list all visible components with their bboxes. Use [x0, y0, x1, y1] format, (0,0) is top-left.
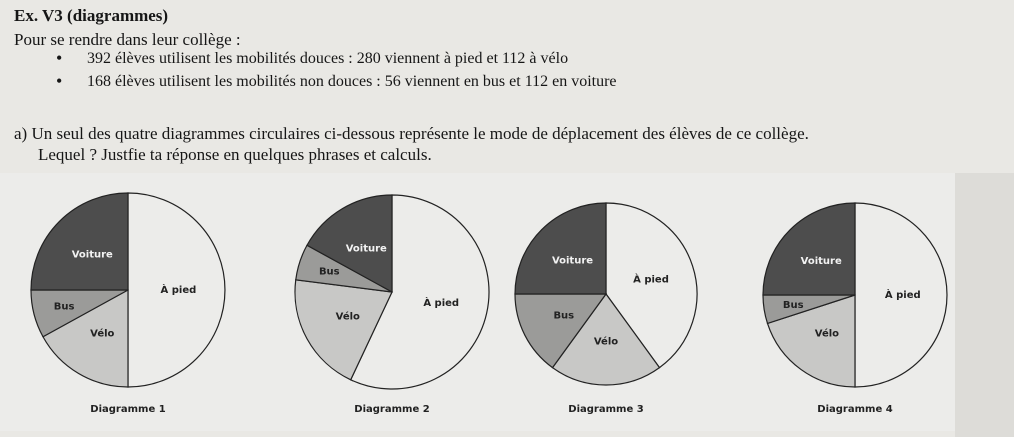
diagramme-2-label-velo: Vélo	[335, 311, 360, 323]
diagramme-4-label-voiture: Voiture	[800, 256, 842, 268]
exercise-title: Ex. V3 (diagrammes)	[14, 6, 169, 25]
diagramme-4-label-bus: Bus	[782, 299, 804, 311]
exercise-intro: Pour se rendre dans leur collège :	[14, 30, 241, 49]
diagramme-2-label-voiture: Voiture	[345, 243, 387, 255]
diagramme-4-caption: Diagramme 4	[817, 404, 893, 415]
diagramme-3-label-a-pied: À pied	[633, 274, 669, 286]
diagramme-2	[295, 195, 489, 415]
diagramme-3-slice-voiture	[515, 203, 606, 294]
diagramme-1	[31, 193, 225, 415]
diagramme-2-label-bus: Bus	[318, 266, 340, 278]
diagramme-1-label-velo: Vélo	[90, 328, 115, 340]
bullet-soft-mobility: • 392 élèves utilisent les mobilités douces : 280 viennent à pied et 112 à vélo	[66, 47, 617, 70]
diagramme-3-label-voiture: Voiture	[551, 255, 594, 267]
diagramme-1-label-a-pied: À pied	[160, 285, 197, 296]
diagramme-2-label-a-pied: À pied	[423, 298, 460, 309]
diagramme-3-label-velo: Vélo	[593, 336, 619, 348]
question-line-1: a) Un seul des quatre diagrammes circulaires ci-dessous représente le mode de déplacement des élèves de ce collège.	[14, 124, 809, 143]
diagramme-4-label-a-pied: À pied	[884, 290, 921, 301]
bullet-non-soft-mobility: • 168 élèves utilisent les mobilités non douces : 56 viennent en bus et 112 en voiture	[66, 70, 617, 93]
diagramme-3-caption: Diagramme 3	[568, 404, 644, 415]
diagramme-1-label-bus: Bus	[53, 301, 75, 313]
diagramme-4	[763, 203, 947, 415]
diagramme-1-slice-voiture	[31, 193, 128, 290]
diagramme-4-label-velo: Vélo	[814, 328, 840, 340]
diagramme-2-caption: Diagramme 2	[354, 404, 430, 415]
diagramme-1-caption: Diagramme 1	[90, 404, 166, 415]
diagramme-1-label-voiture: Voiture	[71, 249, 113, 261]
question-line-2: Lequel ? Justfie ta réponse en quelques phrases et calculs.	[38, 145, 432, 164]
diagramme-4-slice-voiture	[763, 203, 855, 295]
diagramme-3	[515, 203, 697, 415]
diagramme-3-label-bus: Bus	[553, 310, 575, 322]
